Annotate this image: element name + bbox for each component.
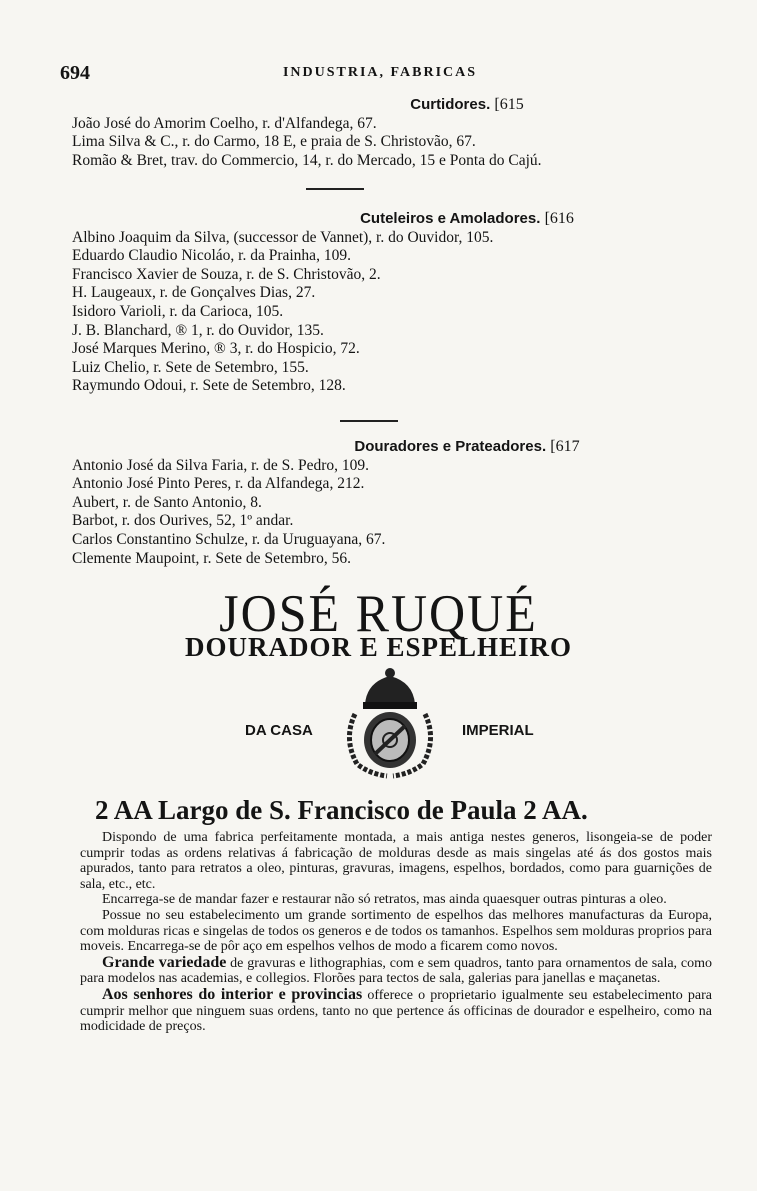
list-item: Barbot, r. dos Ourives, 52, 1º andar. [72,512,294,530]
section-title [72,210,712,229]
list-item: Francisco Xavier de Souza, r. de S. Christovão, 2. [72,265,381,283]
advert-name: JOSÉ RUQUÉ [219,583,538,643]
section-curtidores [72,96,712,170]
advert-trade: DOURADOR E ESPELHEIRO [184,632,573,662]
advert-paragraph [80,892,712,908]
list-item: Luiz Chelio, r. Sete de Setembro, 155. [72,358,309,376]
advert-casa-right: IMPERIAL [462,722,534,739]
advert-paragraph [80,955,712,987]
list-item: Aubert, r. de Santo Antonio, 8. [72,493,262,511]
advert-body [80,830,712,1035]
page-header [60,62,700,88]
page-number: 694 [60,62,90,84]
section-number: [617 [550,438,580,455]
list-item: Clemente Maupoint, r. Sete de Setembro, 56. [72,549,351,567]
advert-paragraph [80,908,712,955]
list-item: J. B. Blanchard, ® 1, r. do Ouvidor, 135. [72,321,324,339]
list-item: Albino Joaquim da Silva, (successor de Vannet), r. do Ouvidor, 105. [72,228,494,246]
section-title [72,438,712,457]
paragraph-text: offerece o proprietario igualmente seu estabelecimento para cumprir melhor que ninguem suas ordens, tanto no que pertence ás officinas de dourador e espelheiro, como na modicidade de preços. [80,987,712,1035]
divider [340,420,398,422]
section-title [72,96,712,115]
paragraph-text: Possue no seu estabelecimento um grande sortimento de espelhos das melhores manufacturas da Europa, com molduras ricas e singelas de todos os generos e de todos os tamanhos. Espelhos sem molduras proprios para moveis. Encarrega-se de pôr aço em espelhos velhos de modo a ficarem como novos. [80,907,712,955]
running-head: INDUSTRIA, FABRICAS [282,65,478,80]
divider [306,188,364,190]
paragraph-text: de gravuras e lithographias, com e sem quadros, tanto para ornamentos de sala, como para modelos nas academias, e collegios. Florões para tectos de sala, galerias para janellas e maçanetas. [80,955,712,987]
list-item: Antonio José da Silva Faria, r. de S. Pedro, 109. [72,456,370,474]
section-cuteleiros [72,210,712,396]
section-number: [616 [544,210,574,227]
section-number: [615 [494,96,524,113]
list-item: Eduardo Claudio Nicoláo, r. da Prainha, 109. [72,247,351,265]
advert-address: 2 AA Largo de S. Francisco de Paula 2 AA. [95,795,588,825]
list-item: João José do Amorim Coelho, r. d'Alfandega, 67. [72,114,377,132]
list-item: Romão & Bret, trav. do Commercio, 14, r. do Mercado, 15 e Ponta do Cajú. [72,151,542,169]
paragraph-text: Dispondo de uma fabrica perfeitamente montada, a mais antiga nestes generos, lisongeia-se de poder cumprir todas as ordens relativas á fabricação de molduras desde as mais singelas até ás dos gostos mais apurados, tanto para retratos a oleo, pinturas, gravuras, imagens, espelhos, bordados, como para guarnições de sala, etc., etc. [80,830,712,892]
advert-paragraph [80,830,712,892]
advert-paragraph [80,987,712,1035]
imperial-crest-icon [335,664,445,782]
list-item: Antonio José Pinto Peres, r. da Alfandega, 212. [72,475,365,493]
list-item: Isidoro Varioli, r. da Carioca, 105. [72,302,284,320]
list-item: H. Laugeaux, r. de Gonçalves Dias, 27. [72,284,316,302]
paragraph-lead: Grande variedade [102,953,227,971]
list-item: Raymundo Odoui, r. Sete de Setembro, 128. [72,377,346,395]
section-title-text: Douradores e Prateadores. [354,438,547,455]
paragraph-lead: Aos senhores do interior e provincias [102,985,363,1003]
section-title-text: Cuteleiros e Amoladores. [360,210,541,227]
section-douradores [72,438,712,568]
advert-casa-left: DA CASA [245,722,313,739]
list-item: Carlos Constantino Schulze, r. da Uruguayana, 67. [72,530,386,548]
list-item: José Marques Merino, ® 3, r. do Hospicio, 72. [72,340,360,358]
section-title-text: Curtidores. [410,96,491,113]
list-item: Lima Silva & C., r. do Carmo, 18 E, e praia de S. Christovão, 67. [72,133,476,151]
paragraph-text: Encarrega-se de mandar fazer e restaurar não só retratos, mas ainda quaesquer outras pinturas a oleo. [102,892,667,908]
